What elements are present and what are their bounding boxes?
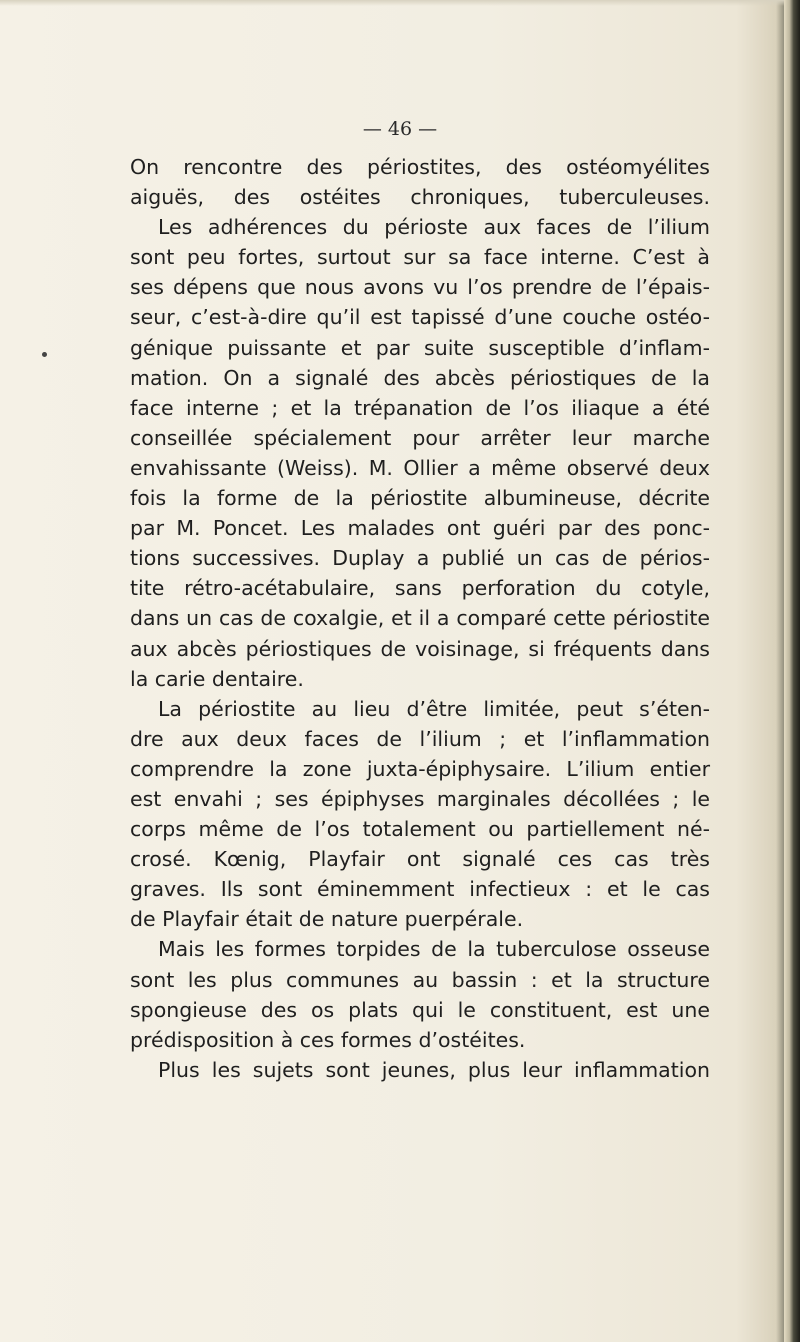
ink-speck	[42, 352, 47, 357]
text-line: est envahi ; ses épiphyses marginales décollées ; le	[130, 786, 710, 811]
text-line: comprendre la zone juxta-épiphysaire. L’ilium entier	[130, 756, 710, 781]
text-line: tions successives. Duplay a publié un cas de périos-	[130, 546, 710, 571]
text-line: spongieuse des os plats qui le constituent, est une	[130, 997, 710, 1022]
text-line: fois la forme de la périostite albumineuse, décrite	[130, 486, 710, 511]
text-line: aux abcès périostiques de voisinage, si fréquents dans	[130, 636, 710, 661]
text-line: mation. On a signalé des abcès périostiques de la	[130, 365, 710, 390]
text-line: seur, c’est-à-dire qu’il est tapissé d’une couche ostéo-	[130, 305, 710, 330]
page-number: — 46 —	[362, 118, 438, 140]
text-line: face interne ; et la trépanation de l’os iliaque a été	[130, 395, 710, 420]
paragraph-end-line: la carie dentaire.	[130, 666, 304, 691]
text-line: graves. Ils sont éminemment infectieux : et le cas	[130, 877, 710, 902]
text-line: corps même de l’os totalement ou partiellement né-	[130, 817, 710, 842]
text-line: dre aux deux faces de l’ilium ; et l’inflammation	[130, 726, 710, 751]
text-line: conseillée spécialement pour arrêter leur marche	[130, 425, 710, 450]
text-line: tite rétro-acétabulaire, sans perforation du cotyle,	[130, 576, 710, 601]
text-line: ses dépens que nous avons vu l’os prendre de l’épais-	[130, 275, 710, 300]
paragraph-start-line: Les adhérences du périoste aux faces de l’ilium	[158, 215, 710, 240]
text-line: génique puissante et par suite susceptible d’inflam-	[130, 335, 710, 360]
text-line: aiguës, des ostéites chroniques, tuberculeuses.	[130, 185, 710, 210]
text-line: par M. Poncet. Les malades ont guéri par des ponc-	[130, 516, 710, 541]
paragraph-end-line: de Playfair était de nature puerpérale.	[130, 907, 524, 932]
paragraph-start-line: La périostite au lieu d’être limitée, peut s’éten-	[158, 696, 710, 721]
text-line: envahissante (Weiss). M. Ollier a même observé deux	[130, 455, 710, 480]
text-line: dans un cas de coxalgie, et il a comparé cette périostite	[130, 606, 710, 631]
text-line: sont peu fortes, surtout sur sa face interne. C’est à	[130, 245, 710, 270]
body-text	[130, 152, 710, 1085]
book-binding-edge	[784, 0, 800, 1342]
page-top-edge	[0, 0, 800, 6]
text-line: sont les plus communes au bassin : et la structure	[130, 967, 710, 992]
paragraph-start-line: Mais les formes torpides de la tuberculose osseuse	[158, 937, 710, 962]
paragraph-start-line: Plus les sujets sont jeunes, plus leur inflammation	[158, 1057, 710, 1082]
text-line: crosé. Kœnig, Playfair ont signalé ces cas très	[130, 847, 710, 872]
text-line: On rencontre des périostites, des ostéomyélites	[130, 155, 710, 179]
paragraph-end-line: prédisposition à ces formes d’ostéites.	[130, 1027, 526, 1052]
